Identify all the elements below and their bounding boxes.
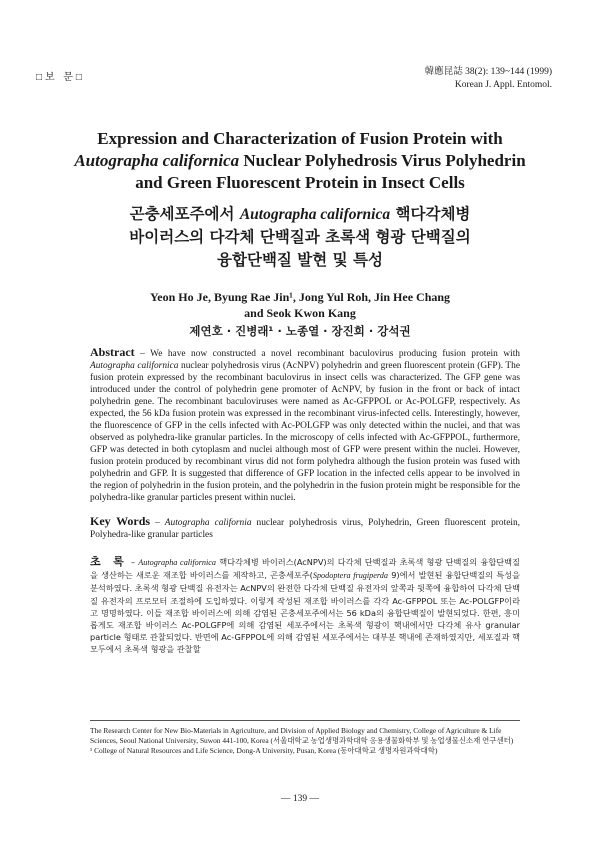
footnote-affiliation-2: ¹ College of Natural Resources and Life Science, Dong-A University, Pusan, Korea (동아대학교 생명자원과학대학) <box>90 746 438 755</box>
korean-title-species: Autographa californica <box>239 206 391 223</box>
authors-line-1: Yeon Ho Je, Byung Rae Jin¹, Jong Yul Roh, Jin Hee Chang <box>149 290 451 304</box>
korean-abstract-text-2: 9)에서 발현된 융합단백질의 특성을 분석하였다. 초록색 형광 단백질 유전자는 AcNPV의 완전한 다각체 단백질 유전자의 앞쪽과 뒷쪽에 융합하여 다각체 단백질 유전자의 프로모터 조절하에 도입하였다. 이렇게 작성된 재조합 바이러스를 각각 Ac-GFPPOL 또는 Ac-POLGFP이라고 명명하였다. 이들 재조합 바이러스에 의해 감염된 곤충세포주에서는 56 kDa의 융합단백질이 발현되었다. 한편, 흥미롭게도 재조합 바이러스 Ac-POLGFP에 의해 감염된 세포주에서는 초록색 형광이 핵내에서만 다각체 유사 granular particle 형태로 관찰되었다. 반면에 Ac-GFPPOL에 의해 감염된 세포주에서는 대부분 핵내에 존재하였지만, 세포질과 핵 모두에서 초록색 형광을 관찰할 <box>90 570 520 655</box>
abstract-text-1: – We have now constructed a novel recombinant baculovirus producing fusion protein with <box>134 349 520 359</box>
keywords-text: nuclear polyhedrosis virus, Polyhedrin, Green fluorescent protein, Polyhedra-like granular particles <box>90 518 521 540</box>
title-line-2-rest: Nuclear Polyhedrosis Virus Polyhedrin <box>239 151 526 170</box>
author-list-korean: 제연호 · 진병래¹ · 노종열 · 장진희 · 강석권 <box>189 324 411 338</box>
korean-abstract-dash: – <box>127 557 139 567</box>
footnote-divider <box>90 720 520 721</box>
footnote-affiliation-1: The Research Center for New Bio-Materials in Agriculture, and Division of Applied Biology and Chemistry, College of Agriculture & Life Sciences, Seoul National University, Suwon 441-100, Korea (서울대학교 농업생명과학대학 응용생물화학부 및 농업생물신소재 연구센터) <box>90 726 514 745</box>
abstract <box>90 346 520 504</box>
abstract-label: Abstract <box>90 345 135 359</box>
keywords-species: Autographa california <box>164 518 252 528</box>
abstract-species: Autographa californica <box>90 361 179 371</box>
keywords-label: Key Words <box>90 514 151 528</box>
paper-title <box>60 128 540 194</box>
journal-citation <box>425 66 552 92</box>
paper-title-korean <box>60 203 540 272</box>
title-line-2 <box>60 150 540 172</box>
korean-abstract-host: Spodoptera frugiperda <box>312 571 388 581</box>
korean-title-line-1 <box>60 203 540 226</box>
korean-title-line-2: 바이러스의 다각체 단백질과 초록색 형광 단백질의 <box>129 228 471 246</box>
korean-abstract-species: Autographa californica <box>138 558 216 567</box>
page-number: — 139 — <box>281 794 319 804</box>
abstract-text-2: nuclear polyhedrosis virus (AcNPV) polyhedrin and green fluorescent protein (GFP). The fusion protein expressed by the recombinant baculovirus in insect cells was characterized. The GFP gene was introduced under the control of polyhedrin gene promoter of AcNPV, by fusion in the front or back of intact polyhedrin gene. The recombinant baculoviruses were named as Ac-GFPPOL or Ac-POLGFP, respectively. As expected, the 56 kDa fusion protein was expressed in the recombinant virus-infected cells. Interestingly, however, the fluorescence of GFP in the cells infected with Ac-POLGFP was only detected within the nuclei, and that was observed as polyhedra-like granular particles. In the microscopy of cells infected with Ac-GFPPOL, furthermore, GFP was detected in both cytoplasm and nuclei although most of GFP were present within the nuclei. However, fusion protein produced by recombinant virus did not form polyhedra although the fusion protein was fused with polyhedrin and GFP. It is suggested that difference of GFP location in the infected cells appear to be involved in the region of polyhedrin in the fusion protein, and the polyhedrin in the fusion protein might be responsible for the polyhedra-like granular particles present within nuclei. <box>90 361 521 503</box>
korean-title-suffix: 핵다각체병 <box>390 205 471 223</box>
keywords <box>90 515 520 541</box>
korean-title-prefix: 곤충세포주에서 <box>129 205 240 223</box>
journal-citation-english: Korean J. Appl. Entomol. <box>454 80 552 90</box>
korean-abstract <box>90 556 520 656</box>
korean-abstract-text-1: 핵다각체병 바이러스(AcNPV)의 다각체 단백질과 초록색 형광 단백질의 융합단백질을 생산하는 새로운 재조합 바이러스를 제작하고, 곤충세포주( <box>90 557 520 581</box>
korean-abstract-label: 초 록 <box>90 555 128 568</box>
title-species: Autographa californica <box>74 151 240 170</box>
author-list <box>60 289 540 321</box>
journal-citation-korean: 韓應昆誌 38(2): 139~144 (1999) <box>424 67 552 77</box>
keywords-dash: – <box>150 518 165 528</box>
article-type-label: □보 문□ <box>36 72 85 83</box>
footnotes <box>90 726 530 756</box>
title-line-3: and Green Fluorescent Protein in Insect Cells <box>135 173 465 192</box>
title-line-1: Expression and Characterization of Fusion Protein with <box>97 129 503 148</box>
authors-line-2: and Seok Kwon Kang <box>244 306 356 320</box>
korean-title-line-3: 융합단백질 발현 및 특성 <box>217 251 383 269</box>
